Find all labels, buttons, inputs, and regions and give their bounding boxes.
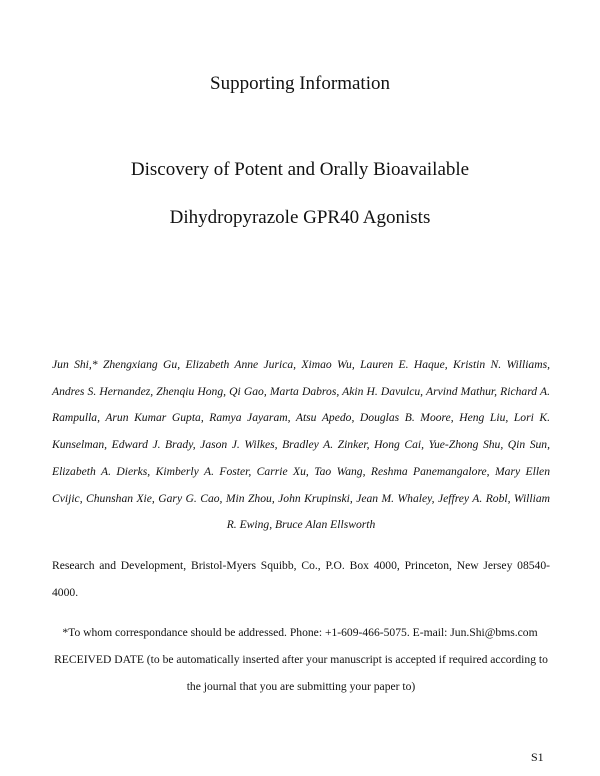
page-number: S1	[531, 750, 544, 764]
author-list: Jun Shi,* Zhengxiang Gu, Elizabeth Anne Jurica, Ximao Wu, Lauren E. Haque, Kristin N. Williams, Andres S. Hernandez, Zhenqiu Hong, Qi Gao, Marta Dabros, Akin H. Davulcu, Arvind Mathur, Richard A. Rampulla, Arun Kumar Gupta, Ramya Jayaram, Atsu Apedo, Douglas B. Moore, Heng Liu, Lori K. Kunselman, Edward J. Brady, Jason J. Wilkes, Bradley A. Zinker, Hong Cai, Yue-Zhong Shu, Qin Sun, Elizabeth A. Dierks, Kimberly A. Foster, Carrie Xu, Tao Wang, Reshma Panemangalore, Mary Ellen Cvijic, Chunshan Xie, Gary G. Cao, Min Zhou, John Krupinski, Jean M. Whaley, Jeffrey A. Robl, William R. Ewing, Bruce Alan Ellsworth	[52, 358, 550, 532]
affiliation: Research and Development, Bristol-Myers Squibb, Co., P.O. Box 4000, Princeton, New Jersey 08540-4000.	[52, 559, 550, 599]
correspondence-line: *To whom correspondance should be addressed. Phone: +1-609-466-5075. E-mail: Jun.Shi@bms.com	[62, 626, 538, 639]
paper-title-line-1: Discovery of Potent and Orally Bioavailable	[130, 159, 470, 180]
supporting-information-heading: Supporting Information	[210, 73, 390, 94]
paper-title-line-2: Dihydropyrazole GPR40 Agonists	[169, 207, 431, 228]
received-date-note: RECEIVED DATE (to be automatically inserted after your manuscript is accepted if required according to the journal that you are submitting your paper to)	[54, 653, 548, 693]
correspondence-block	[0, 620, 600, 646]
